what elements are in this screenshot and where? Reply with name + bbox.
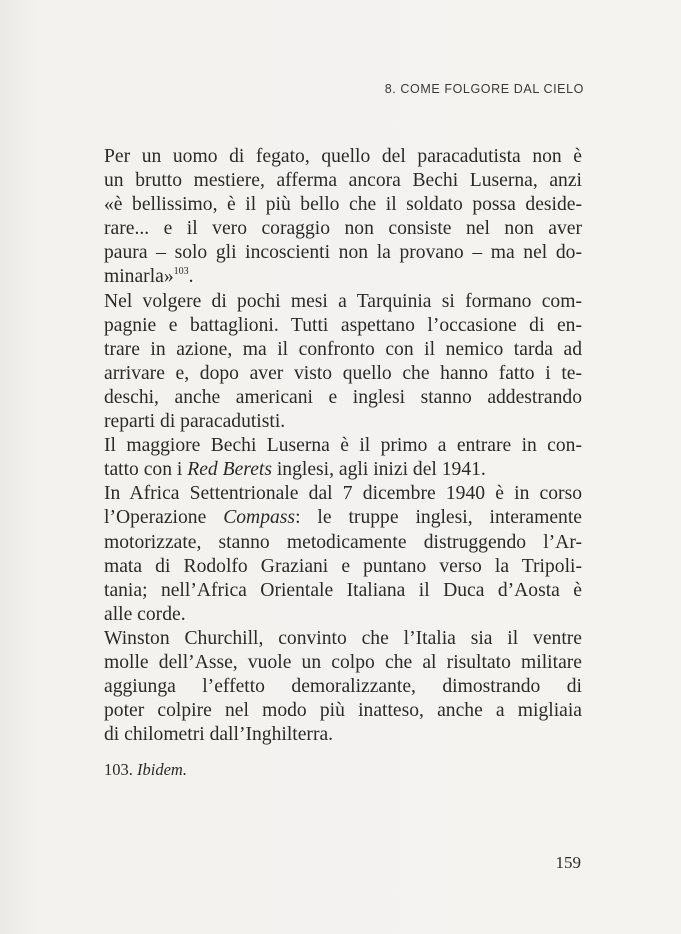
text-fragment: . xyxy=(188,266,194,288)
text-line: tania; nell’Africa Orientale Italiana il Duca d’Aosta è xyxy=(104,579,582,601)
text-line: deschi, anche americani e inglesi stanno addestrando xyxy=(104,386,582,408)
text-line: molle dell’Asse, vuole un colpo che al risultato militare xyxy=(104,651,582,673)
text-line: un brutto mestiere, afferma ancora Bechi Luserna, anzi xyxy=(104,170,582,192)
page-number: 159 xyxy=(555,853,581,872)
running-head: 8. COME FOLGORE DAL CIELO xyxy=(384,82,584,96)
text-line: In Africa Settentrionale dal 7 dicembre 1940 è in corso xyxy=(104,483,582,505)
text-line: paura – solo gli incoscienti non la provano – ma nel do- xyxy=(104,242,582,264)
text-line: aggiunga l’effetto demoralizzante, dimostrando di xyxy=(104,676,582,698)
text-line: Il maggiore Bechi Luserna è il primo a entrare in con- xyxy=(104,435,582,457)
text-line: Per un uomo di fegato, quello del paracadutista non è xyxy=(104,146,582,167)
text-fragment: l’Operazione xyxy=(104,507,224,529)
italic-term: Red Berets xyxy=(187,459,272,481)
text-line xyxy=(104,265,582,289)
text-line: rare... e il vero coraggio non consiste nel non aver xyxy=(104,218,582,240)
text-line xyxy=(104,458,582,482)
text-fragment: tatto con i xyxy=(104,459,188,481)
text-line: trare in azione, ma il confronto con il nemico tarda ad xyxy=(104,338,582,360)
text-line: di chilometri dall’Inghilterra. xyxy=(104,724,334,746)
text-line: motorizzate, stanno metodicamente distruggendo l’Ar- xyxy=(104,531,582,553)
text-fragment: : le truppe inglesi, interamente xyxy=(295,507,582,529)
footnote xyxy=(104,760,187,780)
text-line: arrivare e, dopo aver visto quello che hanno fatto i te- xyxy=(104,362,582,384)
footnote-text: Ibidem. xyxy=(137,760,187,779)
text-fragment: inglesi, agli inizi del 1941. xyxy=(271,459,486,481)
text-fragment: minarla» xyxy=(104,266,174,288)
body-text xyxy=(104,145,582,747)
footnote-number: 103. xyxy=(104,760,133,779)
text-line: reparti di paracadutisti. xyxy=(104,411,286,433)
text-line xyxy=(104,506,582,530)
text-line: mata di Rodolfo Graziani e puntano verso la Tripoli- xyxy=(104,555,582,577)
footnote-reference: 103 xyxy=(173,266,189,278)
text-line: pagnie e battaglioni. Tutti aspettano l’occasione di en- xyxy=(104,314,582,336)
text-line: «è bellissimo, è il più bello che il soldato possa deside- xyxy=(104,194,582,216)
text-line: alle corde. xyxy=(104,603,186,625)
italic-term: Compass xyxy=(223,507,296,529)
text-line: Winston Churchill, convinto che l’Italia sia il ventre xyxy=(104,627,582,649)
text-line: poter colpire nel modo più inatteso, anche a migliaia xyxy=(104,700,582,722)
text-line: Nel volgere di pochi mesi a Tarquinia si formano com- xyxy=(104,290,582,312)
